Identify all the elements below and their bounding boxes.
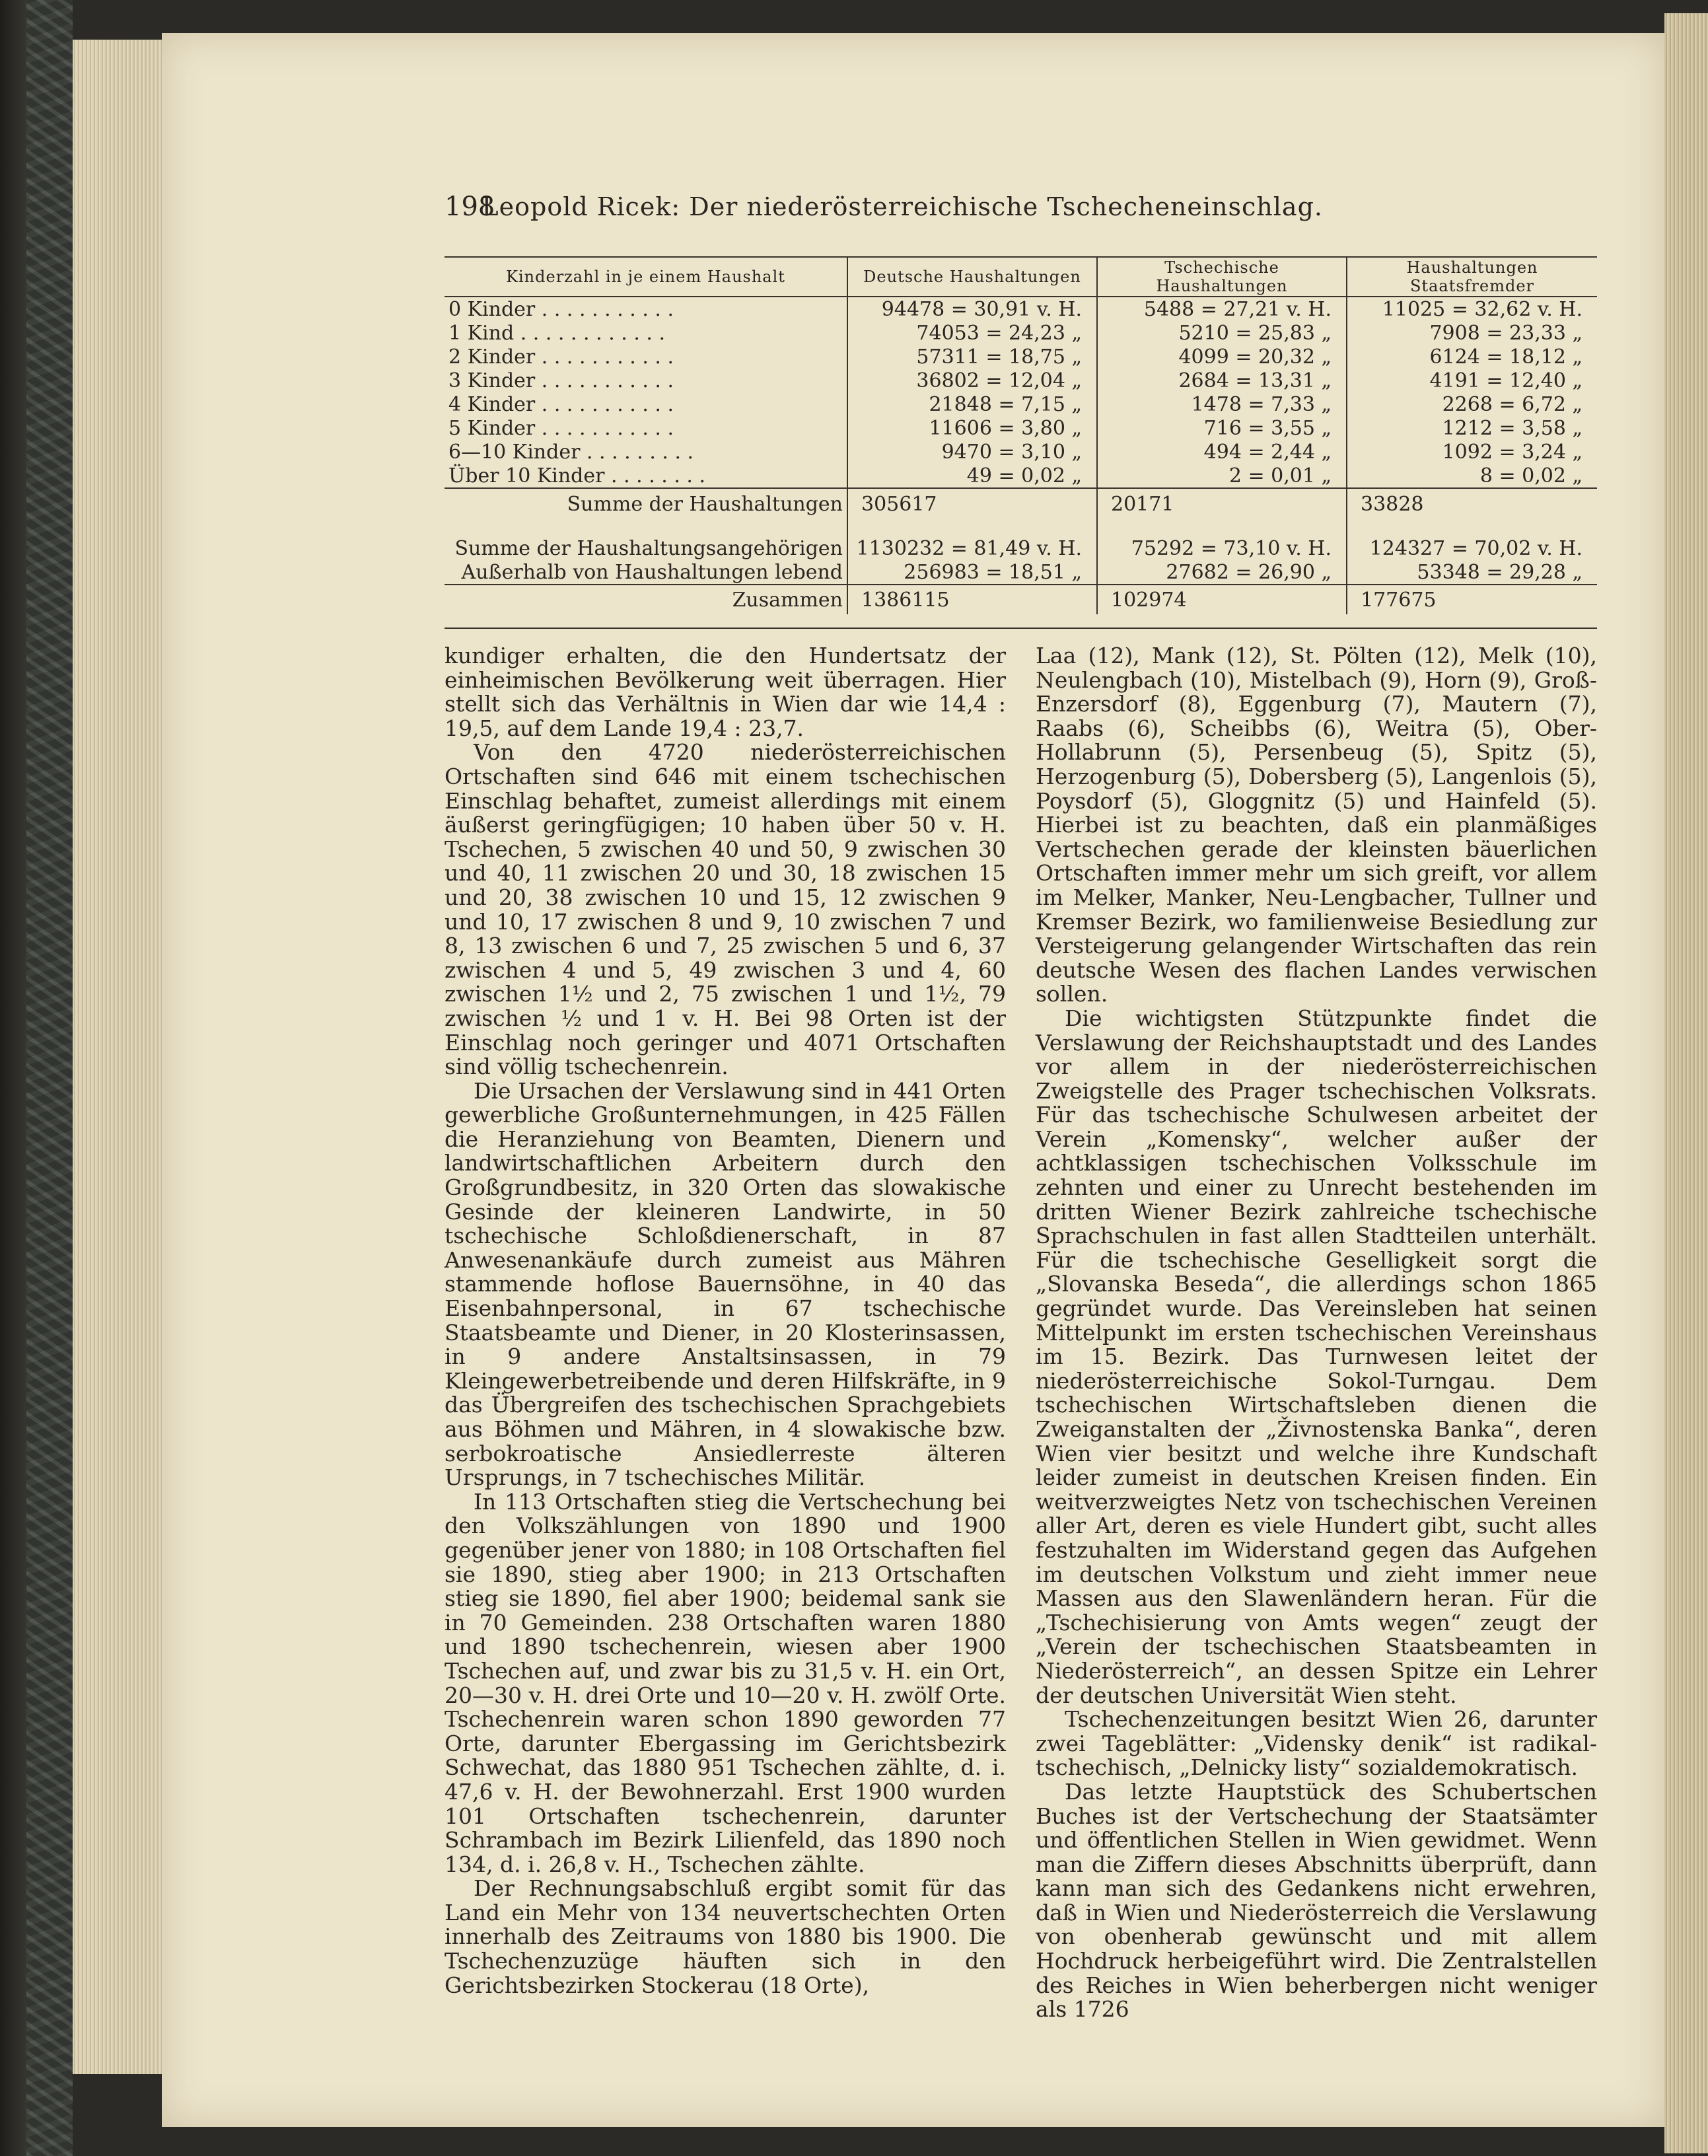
- col-header-kinderzahl: Kinderzahl in je einem Haushalt: [445, 258, 847, 297]
- row-label: 4 Kinder . . . . . . . . . . .: [448, 392, 674, 416]
- table-row: [445, 345, 1597, 369]
- cell-deutsch: 94478 = 30,91 v. H.: [847, 297, 1097, 321]
- row-label: 1 Kind . . . . . . . . . . . .: [448, 321, 666, 345]
- text-column-left: [445, 643, 1006, 1998]
- cell-deutsch: 11606 = 3,80 „: [847, 416, 1097, 440]
- paragraph: Die wichtigsten Stützpunkte findet die Verslawung der Reichshauptstadt und des Landes vor allem in der niederösterreichischen Zweigstelle des Prager tschechischen Volksrats. Für das tschechische Schulwesen arbeitet der Verein „Komensky“, welcher außer der achtklassigen tschechischen Volksschule im zehnten und einer zu Unrecht bestehenden im dritten Wiener Bezirk zahlreiche tschechische Sprachschulen in fast allen Stadtteilen unterhält. Für die tschechische Geselligkeit sorgt die „Slovanska Beseda“, die allerdings schon 1865 gegründet wurde. Das Vereinsleben hat seinen Mittelpunkt im ersten tschechischen Vereinshaus im 15. Bezirk. Das Turnwesen leitet der niederösterreichische Sokol-Turngau. Dem tschechischen Wirtschaftsleben dienen die Zweiganstalten der „Živnostenska Banka“, deren Wien vier besitzt und welche ihre Kundschaft leider zumeist in deutschen Kreisen finden. Ein weitverzweigtes Netz von tschechischen Vereinen aller Art, deren es viele Hundert gibt, sucht alles festzuhalten im Widerstand gegen das Aufgehen im deutschen Volkstum und zieht immer neue Massen aus den Slawenländern heran. Für die „Tschechisierung von Amts wegen“ zeugt der „Verein der tschechischen Staatsbeamten in Niederösterreich“, an dessen Spitze ein Lehrer der deutschen Universität Wien steht.: [1036, 1005, 1597, 1708]
- marbled-edge: [26, 0, 73, 2156]
- cell-deutsch: 36802 = 12,04 „: [847, 369, 1097, 392]
- cell-staatsfremd: 8 = 0,02 „: [1347, 464, 1597, 488]
- cell-staatsfremd: 124327 = 70,02 v. H.: [1347, 536, 1597, 560]
- cell-staatsfremd: 11025 = 32,62 v. H.: [1347, 297, 1597, 321]
- row-label: Summe der Haushaltungen: [445, 488, 847, 519]
- cell-staatsfremd: 1212 = 3,58 „: [1347, 416, 1597, 440]
- table-header-row: [445, 258, 1597, 297]
- row-label: Außerhalb von Haushaltungen lebend: [461, 560, 843, 584]
- row-label: 0 Kinder . . . . . . . . . . .: [448, 297, 674, 321]
- paragraph: Tschechenzeitungen besitzt Wien 26, darunter zwei Tageblätter: „Vidensky denik“ ist radikal-tschechisch, „Delnicky listy“ sozialdemokratisch.: [1036, 1706, 1597, 1781]
- col-header-tschechisch: Tschechische Haushaltungen: [1097, 258, 1347, 297]
- cell-tschechisch: 75292 = 73,10 v. H.: [1097, 536, 1347, 560]
- cell-tschechisch: 1478 = 7,33 „: [1097, 392, 1347, 416]
- cell-tschechisch: 716 = 3,55 „: [1097, 416, 1347, 440]
- household-table: [445, 256, 1597, 629]
- summary-row-haushaltungen: [445, 488, 1597, 519]
- cell-staatsfremd: 7908 = 23,33 „: [1347, 321, 1597, 345]
- row-label: 2 Kinder . . . . . . . . . . .: [448, 345, 674, 369]
- table-spacer: [445, 519, 1597, 536]
- cell-staatsfremd: 177675: [1347, 585, 1597, 614]
- cell-deutsch: 57311 = 18,75 „: [847, 345, 1097, 369]
- paragraph: Das letzte Hauptstück des Schubertschen Buches ist der Vertschechung der Staatsämter und öffentlichen Stellen in Wien gewidmet. Wenn man die Ziffern dieses Abschnitts überprüft, dann kann man sich des Gedankens nicht erwehren, daß in Wien und Niederösterreich die Verslawung von obenherab gewünscht und mit allem Hochdruck herbeigeführt wird. Die Zentralstellen des Reiches in Wien beherbergen nicht weniger als 1726: [1036, 1778, 1597, 2023]
- cell-deutsch: 74053 = 24,23 „: [847, 321, 1097, 345]
- summary-row-angehoerige: [445, 536, 1597, 560]
- cell-tschechisch: 5488 = 27,21 v. H.: [1097, 297, 1347, 321]
- page-stack-left: [73, 40, 165, 2074]
- row-label: 5 Kinder . . . . . . . . . . .: [448, 416, 674, 440]
- cell-tschechisch: 27682 = 26,90 „: [1097, 560, 1347, 585]
- cell-deutsch: 49 = 0,02 „: [847, 464, 1097, 488]
- table-row: [445, 369, 1597, 392]
- cell-deutsch: 256983 = 18,51 „: [847, 560, 1097, 585]
- page-stack-right: [1664, 13, 1708, 2153]
- row-label: Zusammen: [445, 585, 847, 614]
- cell-tschechisch: 102974: [1097, 585, 1347, 614]
- col-header-deutsch: Deutsche Haushaltungen: [847, 258, 1097, 297]
- table-row: [445, 440, 1597, 464]
- cell-tschechisch: 2684 = 13,31 „: [1097, 369, 1347, 392]
- row-label: 3 Kinder . . . . . . . . . . .: [448, 369, 674, 392]
- table-row: [445, 321, 1597, 345]
- summary-row-ausserhalb: [445, 560, 1597, 585]
- row-label: Summe der Haushaltungsangehörigen: [454, 536, 843, 560]
- cell-tschechisch: 20171: [1097, 488, 1347, 519]
- cell-deutsch: 9470 = 3,10 „: [847, 440, 1097, 464]
- cell-staatsfremd: 33828: [1347, 488, 1597, 519]
- cell-tschechisch: 4099 = 20,32 „: [1097, 345, 1347, 369]
- stats-table: [445, 258, 1597, 614]
- paragraph: In 113 Ortschaften stieg die Vertschechung bei den Volkszählungen von 1890 und 1900 gegenüber jener von 1880; in 108 Ortschaften fiel sie 1890, stieg aber 1900; in 213 Ortschaften stieg sie 1890, fiel aber 1900; beidemal sank sie in 70 Gemeinden. 238 Ortschaften waren 1880 und 1890 tschechenrein, wiesen aber 1900 Tschechen auf, und zwar bis zu 31,5 v. H. ein Ort, 20—30 v. H. drei Orte und 10—20 v. H. zwölf Orte. Tschechenrein waren schon 1890 geworden 77 Orte, darunter Ebergassing im Gerichtsbezirk Schwechat, das 1880 951 Tschechen zählte, d. i. 47,6 v. H. der Bewohnerzahl. Erst 1900 wurden 101 Ortschaften tschechenrein, darunter Schrambach im Bezirk Lilienfeld, das 1890 noch 134, d. i. 26,8 v. H., Tschechen zählte.: [445, 1488, 1006, 1877]
- table-row: [445, 464, 1597, 488]
- paragraph: kundiger erhalten, die den Hundertsatz der einheimischen Bevölkerung weit überragen. Hier stellt sich das Verhältnis in Wien dar wie 14,4 : 19,5, auf dem Lande 19,4 : 23,7.: [445, 643, 1006, 741]
- cell-staatsfremd: 2268 = 6,72 „: [1347, 392, 1597, 416]
- paragraph: Von den 4720 niederösterreichischen Ortschaften sind 646 mit einem tschechischen Einschlag behaftet, zumeist allerdings mit einem äußerst geringfügigen; 10 haben über 50 v. H. Tschechen, 5 zwischen 40 und 50, 9 zwischen 30 und 40, 11 zwischen 20 und 30, 18 zwischen 15 und 20, 38 zwischen 10 und 15, 12 zwischen 9 und 10, 17 zwischen 8 und 9, 10 zwischen 7 und 8, 13 zwischen 6 und 7, 25 zwischen 5 und 6, 37 zwischen 4 und 5, 49 zwischen 3 und 4, 60 zwischen 1½ und 2, 75 zwischen 1 und 1½, 79 zwischen ½ und 1 v. H. Bei 98 Orten ist der Einschlag noch geringer und 4071 Ortschaften sind völlig tschechenrein.: [445, 739, 1006, 1080]
- cell-tschechisch: 494 = 2,44 „: [1097, 440, 1347, 464]
- page-number: 198: [445, 192, 495, 222]
- total-row: [445, 585, 1597, 614]
- cell-deutsch: 21848 = 7,15 „: [847, 392, 1097, 416]
- row-label: 6—10 Kinder . . . . . . . . .: [448, 440, 694, 464]
- text-column-right: [1036, 643, 1597, 2023]
- table-row: [445, 416, 1597, 440]
- paragraph: Laa (12), Mank (12), St. Pölten (12), Melk (10), Neulengbach (10), Mistelbach (9), Horn (9), Groß-Enzersdorf (8), Eggenburg (7), Mautern (7), Raabs (6), Scheibbs (6), Weitra (5), Ober-Hollabrunn (5), Persenbeug (5), Spitz (5), Herzogenburg (5), Dobersberg (5), Langenlois (5), Poysdorf (5), Gloggnitz (5) und Hainfeld (5). Hierbei ist zu beachten, daß ein planmäßiges Vertschechen gerade der kleinsten bäuerlichen Ortschaften immer mehr um sich greift, vor allem im Melker, Manker, Neu-Lengbacher, Tullner und Kremser Bezirk, wo familienweise Besiedlung zur Versteigerung gelangender Wirtschaften das rein deutsche Wesen des flachen Landes verwischen sollen.: [1036, 643, 1597, 1007]
- running-title: Leopold Ricek: Der niederösterreichische Tschecheneinschlag.: [481, 192, 1323, 221]
- col-header-staatsfremd: Haushaltungen Staatsfremder: [1347, 258, 1597, 297]
- table-row: [445, 392, 1597, 416]
- cell-deutsch: 1130232 = 81,49 v. H.: [847, 536, 1097, 560]
- table-row: [445, 297, 1597, 321]
- cell-deutsch: 1386115: [847, 585, 1097, 614]
- row-label: Über 10 Kinder . . . . . . . .: [448, 464, 706, 487]
- cell-staatsfremd: 1092 = 3,24 „: [1347, 440, 1597, 464]
- cell-staatsfremd: 53348 = 29,28 „: [1347, 560, 1597, 585]
- cell-staatsfremd: 6124 = 18,12 „: [1347, 345, 1597, 369]
- cell-tschechisch: 5210 = 25,83 „: [1097, 321, 1347, 345]
- paragraph: Der Rechnungsabschluß ergibt somit für das Land ein Mehr von 134 neuvertschechten Orten innerhalb des Zeitraums von 1880 bis 1900. Die Tschechenzuzüge häuften sich in den Gerichtsbezirken Stockerau (18 Orte),: [445, 1875, 1006, 1998]
- paragraph: Die Ursachen der Verslawung sind in 441 Orten gewerbliche Großunternehmungen, in 425 Fällen die Heranziehung von Beamten, Dienern und landwirtschaftlichen Arbeitern durch den Großgrundbesitz, in 320 Orten das slowakische Gesinde der kleineren Landwirte, in 50 tschechische Schloßdienerschaft, in 87 Anwesenankäufe durch zumeist aus Mähren stammende hoflose Bauernsöhne, in 40 das Eisenbahnpersonal, in 67 tschechische Staatsbeamte und Diener, in 20 Klosterinsassen, in 9 andere Anstaltsinsassen, in 79 Kleingewerbetreibende und deren Hilfskräfte, in 9 das Übergreifen des tschechischen Sprachgebiets aus Böhmen und Mähren, in 4 slowakische bzw. serbokroatische Ansiedlerreste älteren Ursprungs, in 7 tschechisches Militär.: [445, 1077, 1006, 1491]
- running-head: [445, 190, 1323, 223]
- cell-deutsch: 305617: [847, 488, 1097, 519]
- cell-tschechisch: 2 = 0,01 „: [1097, 464, 1347, 488]
- cell-staatsfremd: 4191 = 12,40 „: [1347, 369, 1597, 392]
